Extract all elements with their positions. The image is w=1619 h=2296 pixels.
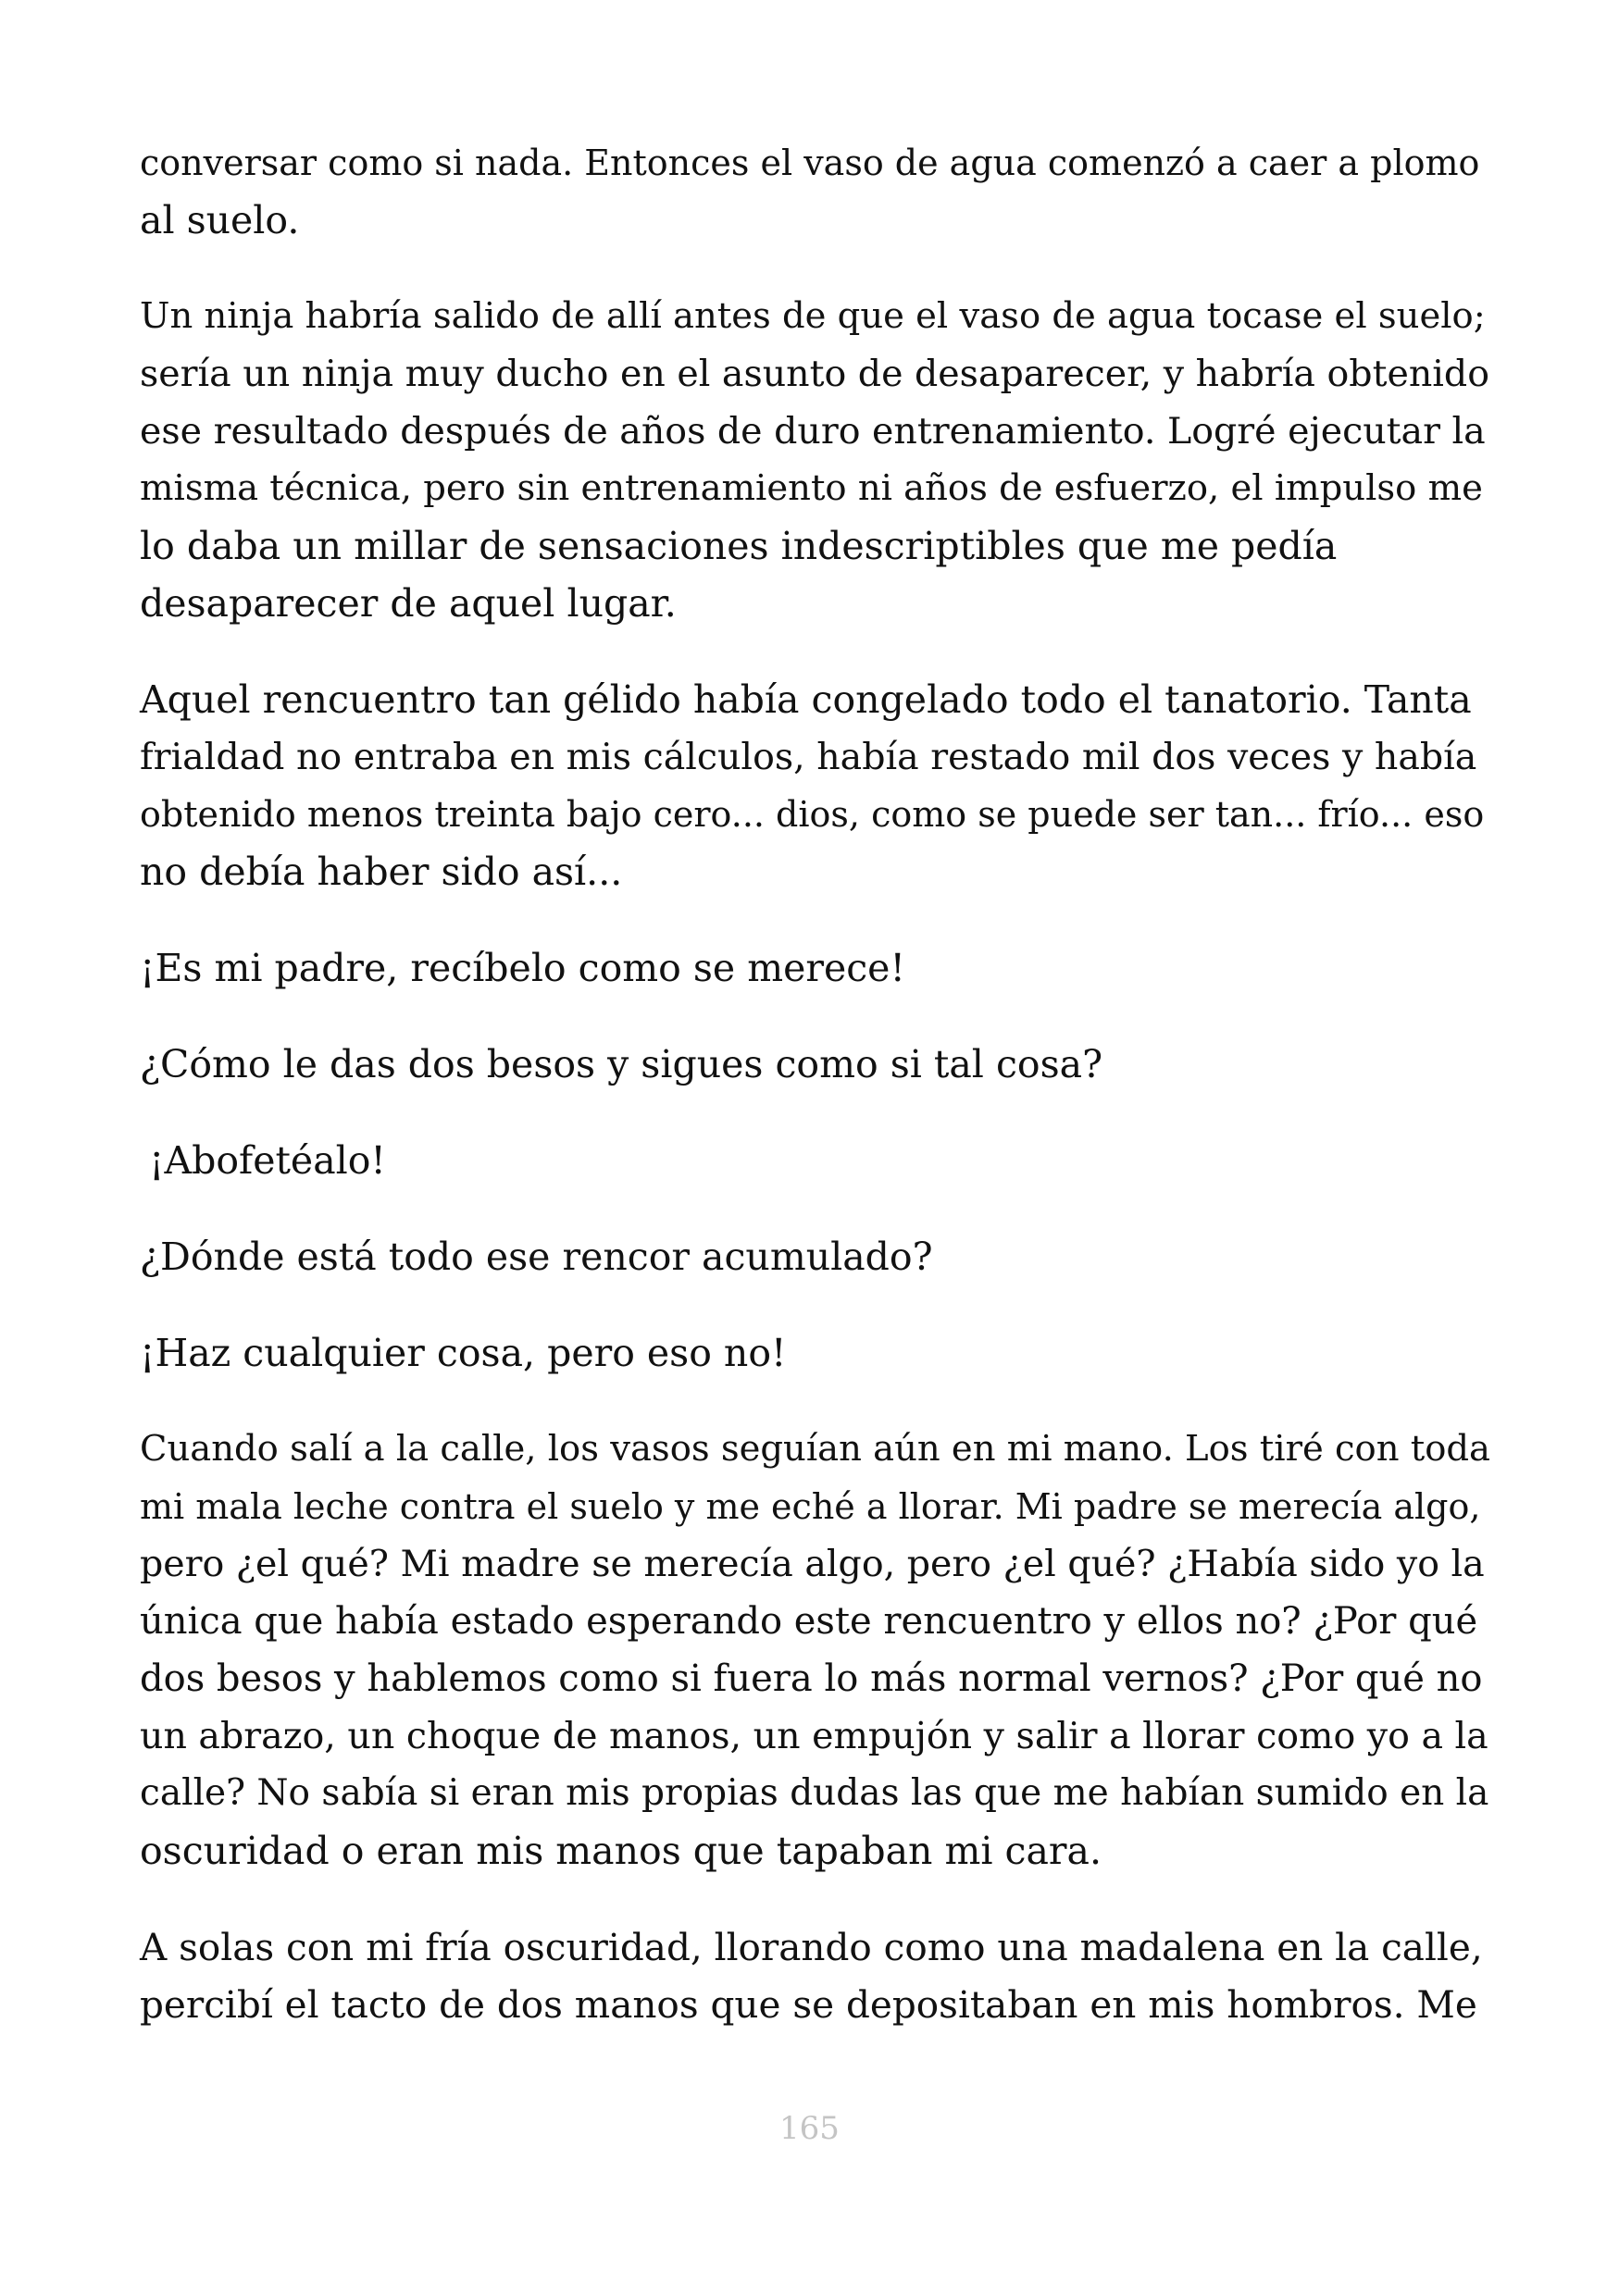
paragraph [140, 939, 1493, 997]
text-line: conversar como si nada. Entonces el vaso de agua comenzó a caer a plomo [140, 143, 1480, 183]
text-line: ese resultado después de años de duro entrenamiento. Logré ejecutar la [140, 410, 1486, 453]
paragraph [140, 134, 1493, 249]
text-line: frialdad no entraba en mis cálculos, había restado mil dos veces y había [140, 736, 1477, 778]
paragraph [140, 1132, 1493, 1189]
text-line: sería un ninja muy ducho en el asunto de desaparecer, y habría obtenido [140, 353, 1489, 395]
text-line: al suelo. [140, 198, 300, 242]
text-line: percibí el tacto de dos manos que se depositaban en mis hombros. Me [140, 1982, 1477, 2027]
paragraph [140, 671, 1493, 900]
text-line: dos besos y hablemos como si fuera lo más normal vernos? ¿Por qué no [140, 1657, 1483, 1700]
text-line: desaparecer de aquel lugar. [140, 581, 677, 626]
text-line: obtenido menos treinta bajo cero... dios, como se puede ser tan... frío... eso [140, 794, 1485, 835]
text-line: ¿Cómo le das dos besos y sigues como si tal cosa? [140, 1042, 1103, 1086]
text-line: Un ninja habría salido de allí antes de que el vaso de agua tocase el suelo; [140, 295, 1486, 337]
text-line: ¡Es mi padre, recíbelo como se merece! [140, 946, 905, 990]
paragraph [140, 1324, 1493, 1382]
paragraph [140, 288, 1493, 632]
text-line: mi mala leche contra el suelo y me eché a llorar. Mi padre se merecía algo, [140, 1486, 1481, 1527]
text-line: Cuando salí a la calle, los vasos seguían aún en mi mano. Los tiré con toda [140, 1428, 1491, 1470]
text-line: ¿Dónde está todo ese rencor acumulado? [140, 1235, 933, 1279]
text-line: Aquel rencuentro tan gélido había congelado todo el tanatorio. Tanta [140, 677, 1472, 722]
text-line: calle? No sabía si eran mis propias dudas las que me habían sumido en la [140, 1772, 1489, 1814]
text-line: única que había estado esperando este rencuentro y ellos no? ¿Por qué [140, 1600, 1478, 1643]
text-line: no debía haber sido así... [140, 850, 623, 894]
text-line: A solas con mi fría oscuridad, llorando como una madalena en la calle, [140, 1925, 1483, 1969]
body-text [140, 134, 1493, 2072]
paragraph [140, 1421, 1493, 1880]
text-line: un abrazo, un choque de manos, un empujón y salir a llorar como yo a la [140, 1715, 1488, 1757]
paragraph [140, 1228, 1493, 1285]
paragraph [140, 1036, 1493, 1093]
text-line: pero ¿el qué? Mi madre se merecía algo, pero ¿el qué? ¿Había sido yo la [140, 1543, 1485, 1585]
text-line: misma técnica, pero sin entrenamiento ni años de esfuerzo, el impulso me [140, 467, 1483, 509]
paragraph [140, 1918, 1493, 2033]
page-number: 165 [779, 2110, 840, 2147]
text-line: ¡Haz cualquier cosa, pero eso no! [140, 1331, 787, 1375]
text-line: oscuridad o eran mis manos que tapaban mi cara. [140, 1829, 1102, 1873]
text-line: lo daba un millar de sensaciones indescriptibles que me pedía [140, 524, 1338, 568]
text-line: ¡Abofetéalo! [149, 1138, 386, 1183]
